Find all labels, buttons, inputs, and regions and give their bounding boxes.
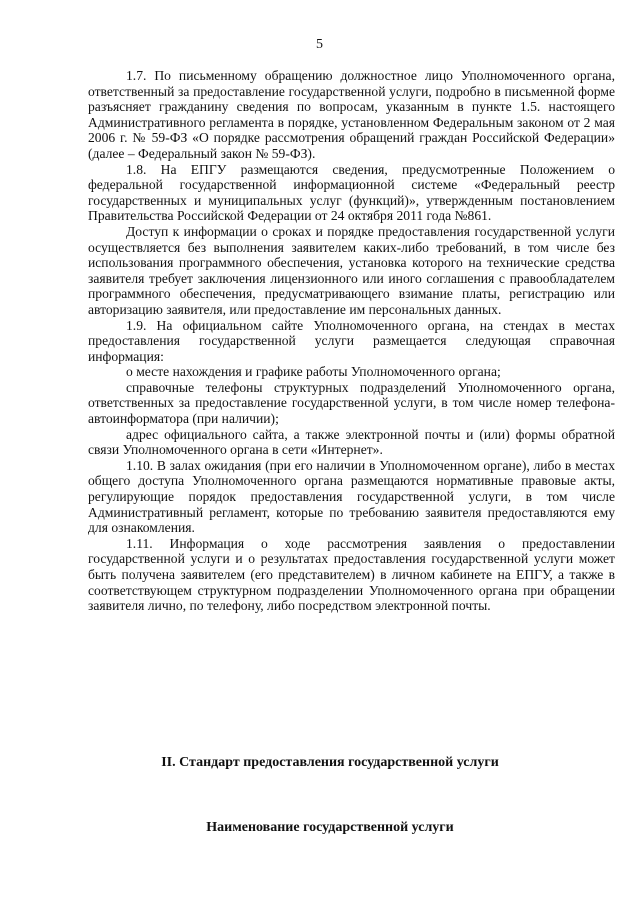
body-text [88,68,615,614]
list-item-phones: справочные телефоны структурных подразделений Уполномоченного органа, ответственных за предоставление государственной услуги, в том числе номер телефона-автоинформатора (при наличии); [88,379,615,427]
subsection-heading: Наименование государственной услуги [206,820,454,835]
paragraph-1-11: 1.11. Информация о ходе рассмотрения заявления о предоставлении государственной услуги и о результатах предоставления государственной услуги может быть получена заявителем (его представителем) в личном кабинете на ЕПГУ, а также в соответствующем структурном подразделении Уполномоченного органа при обращении заявителя лично, по телефону, либо посредством электронной почты. [88,535,615,614]
section-heading: II. Стандарт предоставления государственной услуги [161,755,499,770]
paragraph-access-info: Доступ к информации о сроках и порядке предоставления государственной услуги осуществляется без выполнения заявителем каких-либо требований, в том числе без использования программного обеспечения, установка которого на технические средства заявителя требует заключения лицензионного или иного соглашения с правообладателем программного обеспечения, предусматривающего взимание платы, регистрацию или авторизацию заявителя, или предоставление им персональных данных. [88,223,615,317]
paragraph-1-9: 1.9. На официальном сайте Уполномоченного органа, на стендах в местах предоставления государственной услуги размещается следующая справочная информация: [88,317,615,364]
paragraph-1-8: 1.8. На ЕПГУ размещаются сведения, предусмотренные Положением о федеральной государственной информационной системе «Федеральный реестр государственных и муниципальных услуг (функций)», утвержденным постановлением Правительства Российской Федерации от 24 октября 2011 года №861. [88,161,615,224]
paragraph-1-10: 1.10. В залах ожидания (при его наличии в Уполномоченном органе), либо в местах общего доступа Уполномоченного органа размещаются нормативные правовые акты, регулирующие порядок предоставления государственной услуги, в том числе Административный регламент, которые по требованию заявителя предоставляются ему для ознакомления. [88,457,615,536]
page-number: 5 [316,37,323,52]
list-item-location: о месте нахождения и графике работы Уполномоченного органа; [126,364,501,380]
list-item-website: адрес официального сайта, а также электронной почты и (или) формы обратной связи Уполномоченного органа в сети «Интернет». [88,426,615,458]
paragraph-1-7: 1.7. По письменному обращению должностное лицо Уполномоченного органа, ответственный за предоставление государственной услуги, подробно в письменной форме разъясняет гражданину сведения по вопросам, указанным в пункте 1.5. настоящего Административного регламента в порядке, установленном Федеральным законом от 2 мая 2006 г. № 59-ФЗ «О порядке рассмотрения обращений граждан Российской Федерации» (далее – Федеральный закон № 59-ФЗ). [88,68,615,161]
